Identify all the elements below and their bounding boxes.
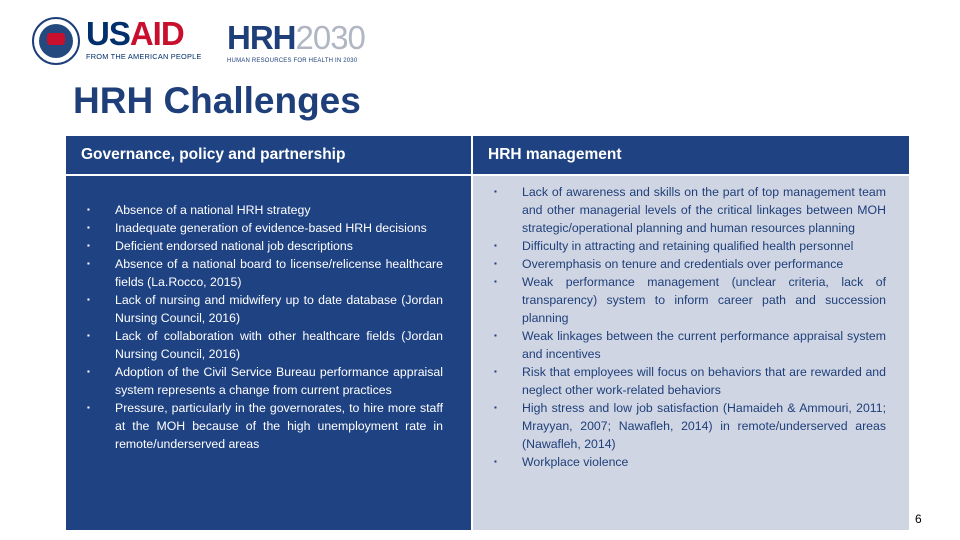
left-bullet-list: [87, 201, 443, 453]
usaid-tagline: FROM THE AMERICAN PEOPLE: [86, 52, 202, 61]
right-bullet-list: [494, 183, 886, 471]
list-item: ▪ Difficulty in attracting and retaining qualified health personnel: [494, 237, 886, 255]
list-item: ▪ Risk that employees will focus on behaviors that are rewarded and neglect other work-related behaviors: [494, 363, 886, 399]
page-number: 6: [915, 512, 922, 526]
list-item: ▪ Adoption of the Civil Service Bureau performance appraisal system represents a change from current practices: [87, 363, 443, 399]
list-item: ▪ Inadequate generation of evidence-based HRH decisions: [87, 219, 443, 237]
hrh2030-tagline: HUMAN RESOURCES FOR HEALTH IN 2030: [227, 58, 358, 64]
list-item: ▪ Weak linkages between the current performance appraisal system and incentives: [494, 327, 886, 363]
hrh2030-logo: [227, 21, 365, 64]
usaid-wordmark: USAID: [86, 15, 184, 52]
list-item: ▪ Lack of collaboration with other healthcare fields (Jordan Nursing Council, 2016): [87, 327, 443, 363]
list-item: ▪ Overemphasis on tenure and credentials over performance: [494, 255, 886, 273]
list-item: ▪ Absence of a national board to license/relicense healthcare fields (La.Rocco, 2015): [87, 255, 443, 291]
list-item: ▪ Workplace violence: [494, 453, 886, 471]
list-item: ▪ Absence of a national HRH strategy: [87, 201, 443, 219]
usaid-seal-icon: [32, 17, 80, 65]
list-item: ▪ Deficient endorsed national job descriptions: [87, 237, 443, 255]
usaid-logo: [32, 17, 202, 65]
list-item: ▪ High stress and low job satisfaction (Hamaideh & Ammouri, 2011; Mrayyan, 2007; Nawafleh, 2014) in remote/underserved areas (Nawafleh, 2014): [494, 399, 886, 453]
hrh2030-wordmark: HRH2030: [227, 19, 365, 56]
list-item: ▪ Weak performance management (unclear criteria, lack of transparency) system to inform career path and succession planning: [494, 273, 886, 327]
list-item: ▪ Lack of awareness and skills on the part of top management team and other managerial levels of the critical linkages between MOH strategic/operational planning and human resources planning: [494, 183, 886, 237]
list-item: ▪ Lack of nursing and midwifery up to date database (Jordan Nursing Council, 2016): [87, 291, 443, 327]
left-column-header: Governance, policy and partnership: [66, 136, 471, 174]
list-item: ▪ Pressure, particularly in the governorates, to hire more staff at the MOH because of the high unemployment rate in remote/underserved areas: [87, 399, 443, 453]
right-column-header: HRH management: [473, 136, 909, 174]
slide-title: HRH Challenges: [73, 80, 361, 121]
